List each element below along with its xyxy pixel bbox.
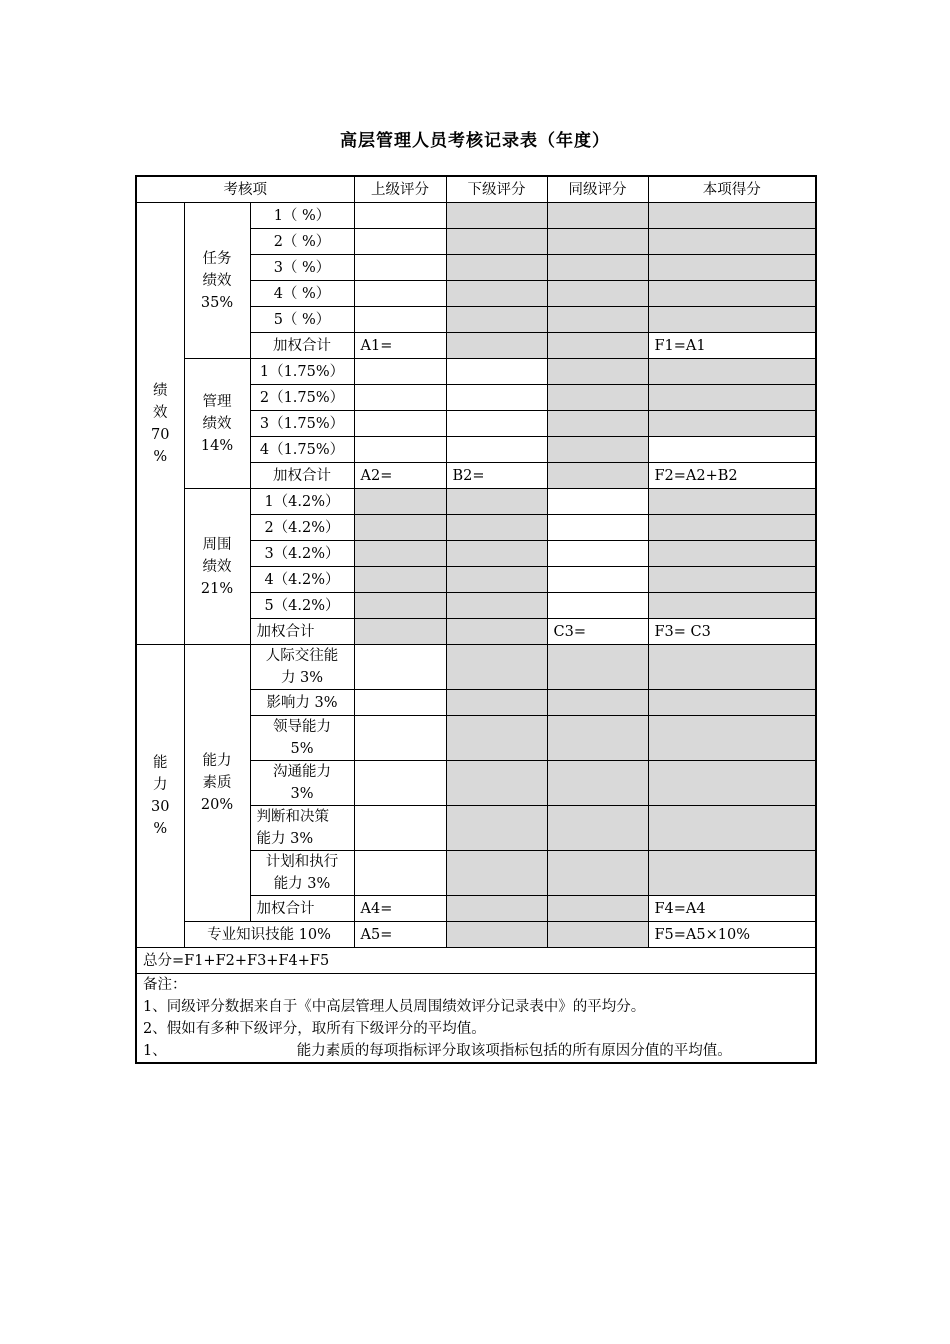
superior-cell[interactable]: [354, 359, 446, 385]
shaded-cell: [446, 489, 547, 515]
shaded-cell: [547, 307, 648, 333]
item-label: 1（ %）: [250, 203, 354, 229]
table-row: [136, 359, 816, 385]
shaded-cell: [354, 619, 446, 645]
shaded-cell: [648, 851, 816, 896]
item-label: 2（4.2%）: [250, 515, 354, 541]
item-label: 4（1.75%）: [250, 437, 354, 463]
shaded-cell: [446, 806, 547, 851]
shaded-cell: [547, 716, 648, 761]
shaded-cell: [446, 203, 547, 229]
peer-cell[interactable]: [547, 541, 648, 567]
item-label: 3（1.75%）: [250, 411, 354, 437]
shaded-cell: [446, 333, 547, 359]
sum-c3[interactable]: C3=: [547, 619, 648, 645]
shaded-cell: [648, 541, 816, 567]
table-row: [136, 645, 816, 690]
item-label: 1（4.2%）: [250, 489, 354, 515]
shaded-cell: [446, 619, 547, 645]
superior-cell[interactable]: [354, 281, 446, 307]
quality-label: 能力 素质 20%: [184, 645, 250, 922]
notes: [136, 974, 816, 1064]
header-peer: 同级评分: [547, 176, 648, 203]
item-label: 5（4.2%）: [250, 593, 354, 619]
header-item: 考核项: [136, 176, 354, 203]
notes-row: [136, 974, 816, 1064]
note-line: 2、假如有多种下级评分，取所有下级评分的平均值。: [143, 1021, 486, 1037]
superior-cell[interactable]: [354, 229, 446, 255]
weighted-sum-label: 加权合计: [250, 333, 354, 359]
shaded-cell: [446, 281, 547, 307]
note-line: 1、 能力素质的每项指标评分取该项指标包括的所有原因分值的平均值。: [143, 1043, 732, 1059]
header-superior: 上级评分: [354, 176, 446, 203]
subordinate-cell[interactable]: [446, 411, 547, 437]
page-title: 高层管理人员考核记录表（年度）: [340, 131, 610, 151]
shaded-cell: [648, 203, 816, 229]
shaded-cell: [648, 567, 816, 593]
sum-a2[interactable]: A2=: [354, 463, 446, 489]
item-label: 沟通能力 3%: [250, 761, 354, 806]
shaded-cell: [547, 229, 648, 255]
shaded-cell: [547, 896, 648, 922]
shaded-cell: [648, 489, 816, 515]
superior-cell[interactable]: [354, 761, 446, 806]
shaded-cell: [446, 593, 547, 619]
shaded-cell: [547, 922, 648, 948]
shaded-cell: [547, 851, 648, 896]
shaded-cell: [648, 255, 816, 281]
assessment-table: [135, 175, 817, 1064]
mgmt-perf-label: 管理 绩效 14%: [184, 359, 250, 489]
shaded-cell: [547, 645, 648, 690]
shaded-cell: [547, 359, 648, 385]
shaded-cell: [648, 806, 816, 851]
subordinate-cell[interactable]: [446, 385, 547, 411]
total-row: [136, 948, 816, 974]
shaded-cell: [446, 851, 547, 896]
shaded-cell: [446, 307, 547, 333]
shaded-cell: [648, 593, 816, 619]
shaded-cell: [648, 645, 816, 690]
superior-cell[interactable]: [354, 437, 446, 463]
shaded-cell: [547, 463, 648, 489]
superior-cell[interactable]: [354, 806, 446, 851]
shaded-cell: [648, 281, 816, 307]
item-label: 计划和执行 能力 3%: [250, 851, 354, 896]
peer-cell[interactable]: [547, 489, 648, 515]
shaded-cell: [446, 896, 547, 922]
shaded-cell: [354, 567, 446, 593]
item-label: 人际交往能 力 3%: [250, 645, 354, 690]
table-row: [136, 922, 816, 948]
sum-a5[interactable]: A5=: [354, 922, 446, 948]
ability-category-label: 能 力 30 %: [136, 645, 184, 948]
item-label: 3（4.2%）: [250, 541, 354, 567]
shaded-cell: [446, 515, 547, 541]
shaded-cell: [547, 203, 648, 229]
shaded-cell: [648, 690, 816, 716]
superior-cell[interactable]: [354, 851, 446, 896]
item-label: 1（1.75%）: [250, 359, 354, 385]
shaded-cell: [547, 385, 648, 411]
weighted-sum-label: 加权合计: [250, 463, 354, 489]
shaded-cell: [446, 761, 547, 806]
header-subordinate: 下级评分: [446, 176, 547, 203]
table-row: [136, 203, 816, 229]
item-label: 5（ %）: [250, 307, 354, 333]
item-label: 4（4.2%）: [250, 567, 354, 593]
table-row: [136, 489, 816, 515]
sum-b2[interactable]: B2=: [446, 463, 547, 489]
shaded-cell: [648, 411, 816, 437]
sum-a4[interactable]: A4=: [354, 896, 446, 922]
periph-perf-label: 周围 绩效 21%: [184, 489, 250, 645]
shaded-cell: [446, 567, 547, 593]
shaded-cell: [446, 255, 547, 281]
shaded-cell: [648, 307, 816, 333]
header-row: [136, 176, 816, 203]
shaded-cell: [547, 333, 648, 359]
shaded-cell: [547, 761, 648, 806]
superior-cell[interactable]: [354, 255, 446, 281]
score-f4[interactable]: F4=A4: [648, 896, 816, 922]
shaded-cell: [354, 593, 446, 619]
perf-category-label: 绩 效 70 %: [136, 203, 184, 645]
superior-cell[interactable]: [354, 203, 446, 229]
item-label: 2（1.75%）: [250, 385, 354, 411]
sum-a1[interactable]: A1=: [354, 333, 446, 359]
shaded-cell: [547, 690, 648, 716]
shaded-cell: [446, 645, 547, 690]
score-cell[interactable]: [648, 437, 816, 463]
item-label: 判断和决策 能力 3%: [250, 806, 354, 851]
shaded-cell: [354, 515, 446, 541]
item-label: 3（ %）: [250, 255, 354, 281]
shaded-cell: [354, 541, 446, 567]
item-label: 影响力 3%: [250, 690, 354, 716]
shaded-cell: [354, 489, 446, 515]
shaded-cell: [446, 690, 547, 716]
weighted-sum-label: 加权合计: [250, 896, 354, 922]
superior-cell[interactable]: [354, 645, 446, 690]
task-perf-label: 任务 绩效 35%: [184, 203, 250, 359]
shaded-cell: [446, 541, 547, 567]
shaded-cell: [547, 806, 648, 851]
shaded-cell: [446, 229, 547, 255]
item-label: 领导能力 5%: [250, 716, 354, 761]
shaded-cell: [547, 437, 648, 463]
superior-cell[interactable]: [354, 716, 446, 761]
shaded-cell: [547, 255, 648, 281]
total-score: 总分=F1+F2+F3+F4+F5: [136, 948, 816, 974]
shaded-cell: [446, 922, 547, 948]
shaded-cell: [648, 229, 816, 255]
skill-label: 专业知识技能 10%: [184, 922, 354, 948]
item-label: 2（ %）: [250, 229, 354, 255]
score-f3[interactable]: F3= C3: [648, 619, 816, 645]
shaded-cell: [547, 281, 648, 307]
notes-heading: 备注：: [143, 977, 187, 993]
superior-cell[interactable]: [354, 411, 446, 437]
superior-cell[interactable]: [354, 385, 446, 411]
shaded-cell: [547, 411, 648, 437]
peer-cell[interactable]: [547, 593, 648, 619]
score-f1[interactable]: F1=A1: [648, 333, 816, 359]
shaded-cell: [648, 359, 816, 385]
header-score: 本项得分: [648, 176, 816, 203]
peer-cell[interactable]: [547, 515, 648, 541]
subordinate-cell[interactable]: [446, 359, 547, 385]
shaded-cell: [648, 515, 816, 541]
score-f2[interactable]: F2=A2+B2: [648, 463, 816, 489]
superior-cell[interactable]: [354, 307, 446, 333]
subordinate-cell[interactable]: [446, 437, 547, 463]
note-line: 1、同级评分数据来自于《中高层管理人员周围绩效评分记录表中》的平均分。: [143, 999, 646, 1015]
shaded-cell: [648, 716, 816, 761]
shaded-cell: [648, 385, 816, 411]
shaded-cell: [446, 716, 547, 761]
score-f5[interactable]: F5=A5×10%: [648, 922, 816, 948]
superior-cell[interactable]: [354, 690, 446, 716]
shaded-cell: [648, 761, 816, 806]
peer-cell[interactable]: [547, 567, 648, 593]
weighted-sum-label: 加权合计: [250, 619, 354, 645]
item-label: 4（ %）: [250, 281, 354, 307]
